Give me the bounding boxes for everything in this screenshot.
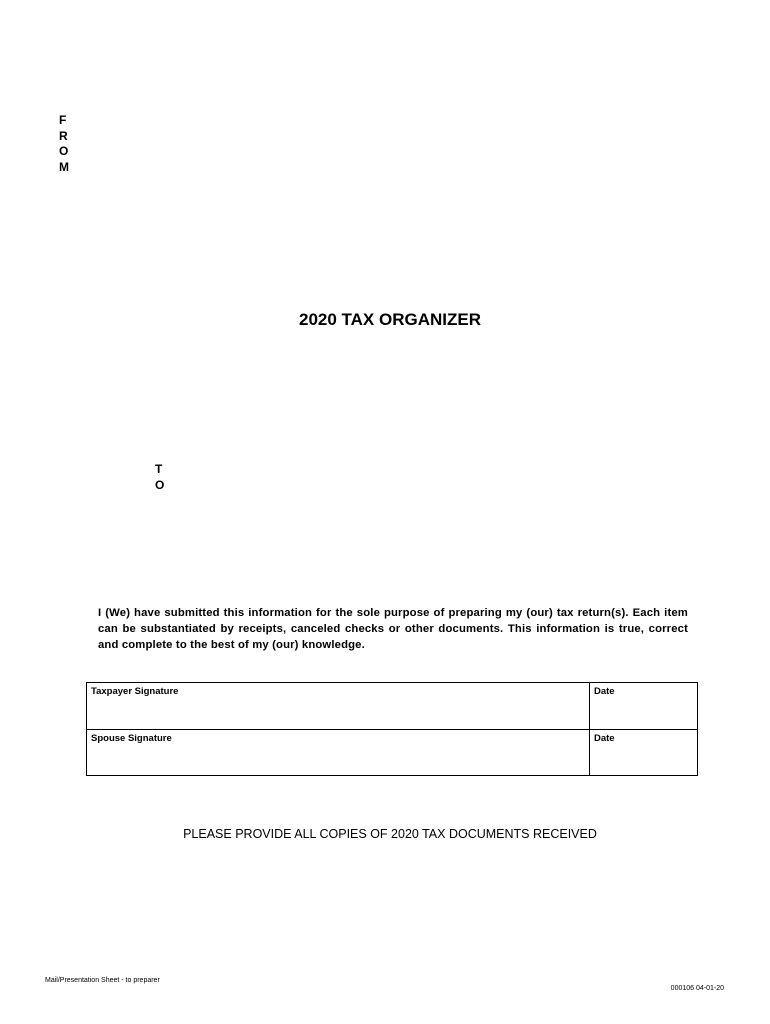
from-letter: R [59, 128, 68, 143]
taxpayer-signature-row [87, 683, 697, 730]
taxpayer-signature-field[interactable] [87, 683, 590, 729]
signature-table [86, 682, 698, 776]
spouse-signature-label: Spouse Signature [91, 733, 172, 744]
spouse-signature-row [87, 730, 697, 776]
from-label [59, 113, 69, 175]
to-letter: T [155, 462, 163, 476]
page-title: 2020 TAX ORGANIZER [298, 310, 481, 329]
documents-notice: PLEASE PROVIDE ALL COPIES OF 2020 TAX DOCUMENTS RECEIVED [183, 827, 597, 841]
certification-statement: I (We) have submitted this information for the sole purpose of preparing my (our) tax return(s). Each item can be substantiated by receipts, canceled checks or other documents. This information is true, correct and complete to the best of my (our) knowledge. [98, 607, 688, 651]
footer-form-code: 000106 04-01-20 [670, 985, 724, 992]
footer-sheet-name: Mail/Presentation Sheet - to preparer [45, 977, 160, 984]
taxpayer-date-field[interactable] [590, 683, 697, 729]
to-letter: O [155, 477, 165, 492]
to-label [155, 462, 164, 493]
from-letter: F [59, 113, 67, 127]
spouse-signature-field[interactable] [87, 730, 590, 776]
spouse-date-field[interactable] [590, 730, 697, 776]
taxpayer-date-label: Date [594, 686, 615, 697]
from-letter: O [59, 144, 69, 158]
from-letter: M [59, 159, 69, 174]
taxpayer-signature-label: Taxpayer Signature [91, 686, 179, 697]
spouse-date-label: Date [594, 733, 615, 744]
